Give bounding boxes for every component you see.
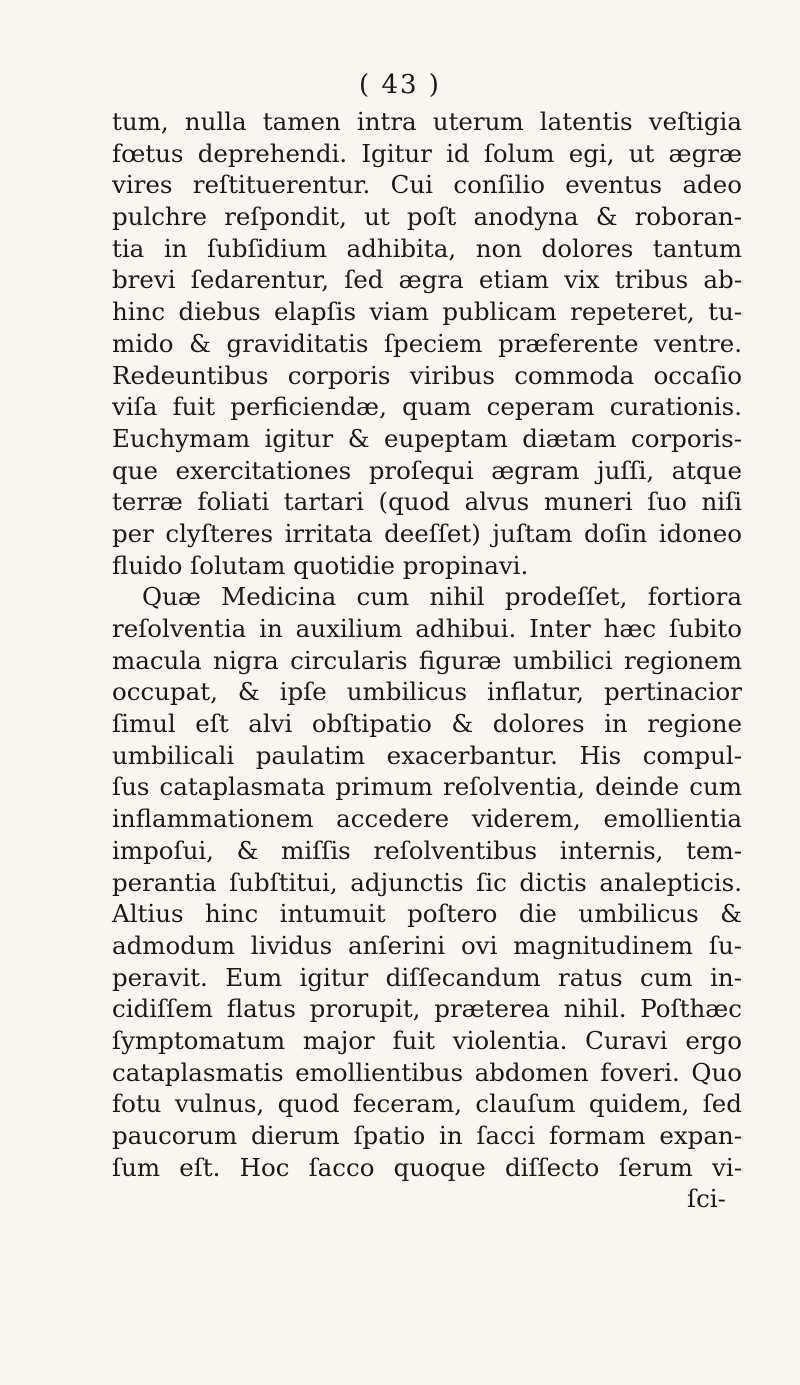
text-line: hinc diebus elapſis viam publicam repeteret, tu- [112, 297, 742, 327]
text-line: macula nigra circularis figuræ umbilici regionem [112, 645, 742, 675]
body-text [112, 106, 742, 1215]
text-line: vires reſtituerentur. Cui conſilio eventus adeo [112, 170, 742, 200]
text-line: que exercitationes proſequi ægram juſſi, atque [112, 455, 742, 485]
text-line: umbilicali paulatim exacerbantur. His compul- [112, 740, 742, 770]
text-line: inflammationem accedere viderem, emollientia [112, 804, 742, 834]
page-number: ( 43 ) [359, 70, 441, 100]
paragraph-start-line: Quæ Medicina cum nihil prodeſſet, fortiora [142, 582, 742, 612]
text-line: admodum lividus anſerini ovi magnitudinem ſu- [112, 930, 742, 960]
text-line: occupat, & ipſe umbilicus inflatur, pertinacior [112, 677, 742, 707]
catchword: ſci- [687, 1184, 726, 1214]
text-line: viſa fuit perficiendæ, quam ceperam curationis. [112, 392, 742, 422]
text-line: ſymptomatum major fuit violentia. Curavi ergo [112, 1025, 742, 1055]
text-line: ſum eſt. Hoc ſacco quoque diſſecto ſerum vi- [112, 1152, 742, 1182]
text-line: impoſui, & miſſis reſolventibus internis, tem- [112, 835, 742, 865]
text-line: fluido ſolutam quotidie propinavi. [112, 550, 529, 580]
text-line: Altius hinc intumuit poſtero die umbilicus & [112, 899, 742, 929]
text-line: fotu vulnus, quod feceram, clauſum quidem, ſed [112, 1089, 742, 1119]
text-line: ſimul eſt alvi obſtipatio & dolores in regione [112, 709, 742, 739]
text-line: reſolventia in auxilium adhibui. Inter hæc ſubito [112, 614, 742, 643]
text-line: ſus cataplasmata primum reſolventia, deinde cum [112, 772, 742, 802]
text-line: perantia ſubſtitui, adjunctis ſic dictis analepticis. [112, 867, 742, 897]
text-line: cataplasmatis emollientibus abdomen foveri. Quo [112, 1057, 742, 1087]
text-line: tum, nulla tamen intra uterum latentis veſtigia [112, 107, 742, 136]
text-line: paucorum dierum ſpatio in ſacci formam expan- [112, 1121, 742, 1150]
text-line: peravit. Eum igitur diſſecandum ratus cum in- [112, 962, 742, 992]
text-line: per clyſteres irritata deeſſet) juſtam doſin idoneo [112, 518, 742, 548]
text-line: pulchre reſpondit, ut poſt anodyna & roboran- [112, 202, 742, 232]
text-line: terræ foliati tartari (quod alvus muneri ſuo niſi [112, 487, 742, 517]
text-line: brevi ſedarentur, ſed ægra etiam vix tribus ab- [112, 265, 742, 295]
text-line: Redeuntibus corporis viribus commoda occaſio [112, 360, 742, 390]
text-line: fœtus deprehendi. Igitur id ſolum egi, ut ægræ [112, 138, 742, 168]
text-line: cidiſſem flatus prorupit, præterea nihil. Poſthæc [112, 994, 742, 1024]
text-line: Euchymam igitur & eupeptam diætam corporis- [112, 423, 742, 453]
text-line: mido & graviditatis ſpeciem præferente ventre. [112, 328, 742, 358]
text-line: tia in ſubſidium adhibita, non dolores tantum [112, 233, 742, 263]
